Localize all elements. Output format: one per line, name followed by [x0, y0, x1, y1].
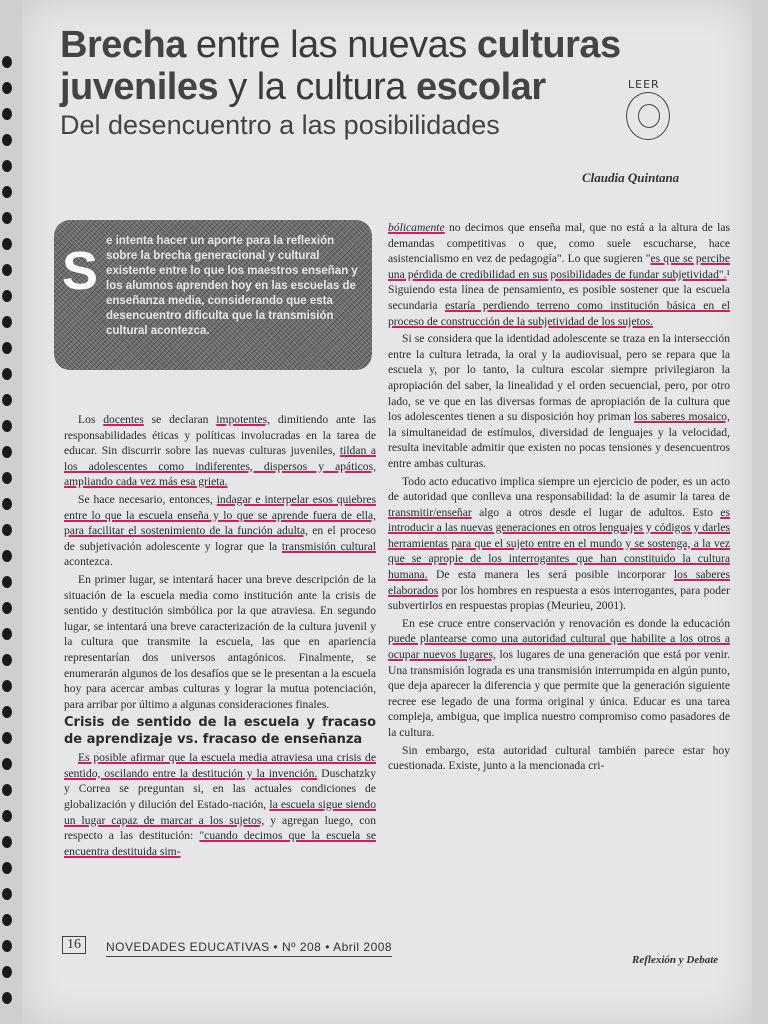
- highlight: Es posible afirmar que la escuela media atraviesa una crisis de sentido, oscilando entre la destitución y la invención.: [64, 751, 376, 780]
- document-page: [22, 0, 752, 1024]
- paragraph: Los docentes se declaran impotentes, dimitiendo ante las responsabilidades éticas y políticas involucradas en la tarea de educar. Sin discurrir sobre las nuevas culturas juveniles, tildan a los adolescentes como indiferentes, dispersos y apáticos, ampliando cada vez más esa grieta.: [64, 413, 376, 489]
- page-footer: [62, 936, 742, 966]
- paragraph: Es posible afirmar que la escuela media atraviesa una crisis de sentido, oscilando entre la destitución y la invención. Duschatzky y Correa se preguntan si, en las actuales condiciones de globalización y dilución del Estado-nación, la escuela sigue siendo un lugar capaz de marcar a los sujetos, y agregan luego, con respecto a las destitución: "cuando decimos que la escuela se encuentra destituida sim-: [64, 751, 377, 858]
- article-title: [60, 26, 680, 139]
- title-bold-2: culturas: [476, 24, 621, 66]
- highlight: impotentes,: [216, 413, 271, 426]
- scribble-inner-circle-icon: [638, 104, 660, 128]
- highlight: transmisión cultural: [281, 539, 376, 553]
- highlight: "cuando decimos que la escuela se encuentra destituida sim-: [64, 829, 377, 858]
- drop-cap: S: [62, 241, 99, 301]
- author-name: Claudia Quintana: [582, 170, 680, 185]
- intro-box: [54, 220, 372, 370]
- section-heading: Crisis de sentido de la escuela y fracaso de aprendizaje vs. fracaso de enseñanza: [64, 715, 376, 748]
- paragraph: En ese cruce entre conservación y renovación es donde la educación puede plantearse como una autoridad cultural que habilite a los otros a ocupar nuevos lugares, los lugares de una generación que está por venir. Una transmisión lograda es una transmisión interrumpida en algún punto, que deja aparecer la diferencia y que permite que la generación siguiente recree ese legado de una forma original y única. Educar es una tarea compleja, ambigua, que implica nuestro compromiso como pasadores de la cultura.: [388, 616, 730, 739]
- paragraph: En primer lugar, se intentará hacer una breve descripción de la situación de la escuela media como institución ante la crisis de sentido y destitución simbólica por la que atraviesa. En segundo lugar, se intentará una breve caracterización de la cultura juvenil y la cultura que transmite la escuela, las que en apariencia representarían dos universos antagónicos. Finalmente, se enumerarán algunos de los desafíos que se le presentan a la escuela hoy para acercar ambas culturas y lograr la mutua potenciación, para arribar por último a algunas consideraciones finales.: [64, 572, 376, 711]
- highlight: los saberes mosaico,: [634, 410, 731, 424]
- highlight: docentes: [103, 413, 144, 426]
- highlight: bólicamente: [388, 221, 445, 234]
- title-text-1: entre las nuevas: [185, 24, 477, 66]
- paragraph: Se hace necesario, entonces, indagar e interpelar esos quiebres entre lo que la escuela enseña y lo que se aprende fuera de ella, para facilitar el sostenimiento de la función adulta, en el proceso de subjetivación adolescente y lograr que la transmisión cultural acontezca.: [64, 492, 376, 569]
- highlight: es que se percibe una pérdida de credibilidad en sus posibilidades de fundar subjetividad".: [388, 252, 730, 281]
- section-name: Reflexión y Debate: [632, 954, 719, 966]
- highlight: es introducir a las nuevas generaciones en otros lenguajes y códigos y darles herramientas para que el sujeto entre en el mundo y se sostenga, a la vez que se apropie de los interrogantes que han constituido la cultura humana.: [388, 505, 730, 582]
- highlight: transmitir/enseñar: [388, 505, 472, 519]
- title-bold-1: Brecha: [60, 24, 186, 66]
- spiral-binding: [0, 0, 22, 1024]
- handwritten-annotation: [600, 76, 680, 146]
- highlight: indagar e interpelar esos quiebres entre lo que la escuela enseña y lo que se aprende fuera de ella, para facilitar el sostenimiento de la función adulta,: [64, 492, 376, 538]
- annotation-text: LEER: [628, 78, 660, 91]
- highlight: los saberes elaborados: [388, 568, 730, 597]
- title-bold-3: juveniles: [60, 66, 219, 108]
- right-column: [388, 220, 730, 776]
- paragraph: bólicamente no decimos que enseña mal, que no está a la altura de las demandas competitivas o que, como suele escucharse, hace asistencialismo en vez de pedagogía". Lo que sugieren "es que se percibe una pérdida de credibilidad en sus posibilidades de fundar subjetividad".¹ Siguiendo esta línea de pensamiento, es posible sostener que la escuela secundaria estaría perdiendo terreno como institución básica en el proceso de construcción de la subjetividad de los sujetos.: [388, 221, 731, 328]
- article-subtitle: Del desencuentro a las posibilidades: [60, 110, 500, 140]
- highlight: tildan a los adolescentes como indiferentes, dispersos y apáticos, ampliando cada vez más esa grieta.: [64, 444, 376, 489]
- paragraph: Si se considera que la identidad adolescente se traza en la intersección entre la cultura letrada, la oral y la audiovisual, pero se repara que la escuela y, por lo tanto, la cultura escolar siempre privilegiaron la apropiación del saber, la linealidad y el orden secuencial, pero, por otro lado, se ve que en las diversas formas de apropiación de la cultura que los adolescentes tienen a su disposición hoy priman los saberes mosaico, la simultaneidad de estímulos, diversidad de lenguajes y la velocidad, resulta inevitable admitir que existen no pocas tensiones y desencuentros entre ambas culturas.: [388, 332, 731, 470]
- highlight: la escuela sigue siendo un lugar capaz de marcar a los sujetos,: [64, 798, 376, 827]
- page-number: 16: [62, 936, 86, 954]
- highlight: puede plantearse como una autoridad cultural que habilite a los otros a ocupar nuevos lugares,: [388, 632, 730, 662]
- paragraph: Todo acto educativo implica siempre un ejercicio de poder, es un acto de autoridad que conlleva una responsabilidad: la de asumir la tarea de transmitir/enseñar algo a otros desde el lugar de adultos. Esto es introducir a las nuevas generaciones en otros lenguajes y códigos y darles herramientas para que el sujeto entre en el mundo y se sostenga, a la vez que se apropie de los interrogantes que han constituido la cultura humana. De esta manera les será posible incorporar los saberes elaborados por los hombres en respuesta a esos interrogantes, para poder subvertirlos en respuestas propias (Meurieu, 2001).: [388, 474, 730, 613]
- title-text-2: y la cultura: [218, 66, 417, 108]
- title-bold-4: escolar: [416, 66, 546, 108]
- intro-text: e intenta hacer un aporte para la reflexión sobre la brecha generacional y cultural existente entre lo que los maestros enseñan y los alumnos aprenden hoy en las escuelas de enseñanza media, considerando que esta desencuentro dificulta que la transmisión cultural acontezca.: [106, 235, 358, 337]
- paragraph: Sin embargo, esta autoridad cultural también parece estar hoy cuestionada. Existe, junto a la mencionada cri-: [388, 743, 730, 773]
- publication-info: NOVEDADES EDUCATIVAS • Nº 208 • Abril 2008: [106, 940, 392, 957]
- highlight: estaría perdiendo terreno como institución básica en el proceso de construcción de la subjetividad de los sujetos.: [388, 298, 731, 328]
- left-column: [64, 412, 376, 861]
